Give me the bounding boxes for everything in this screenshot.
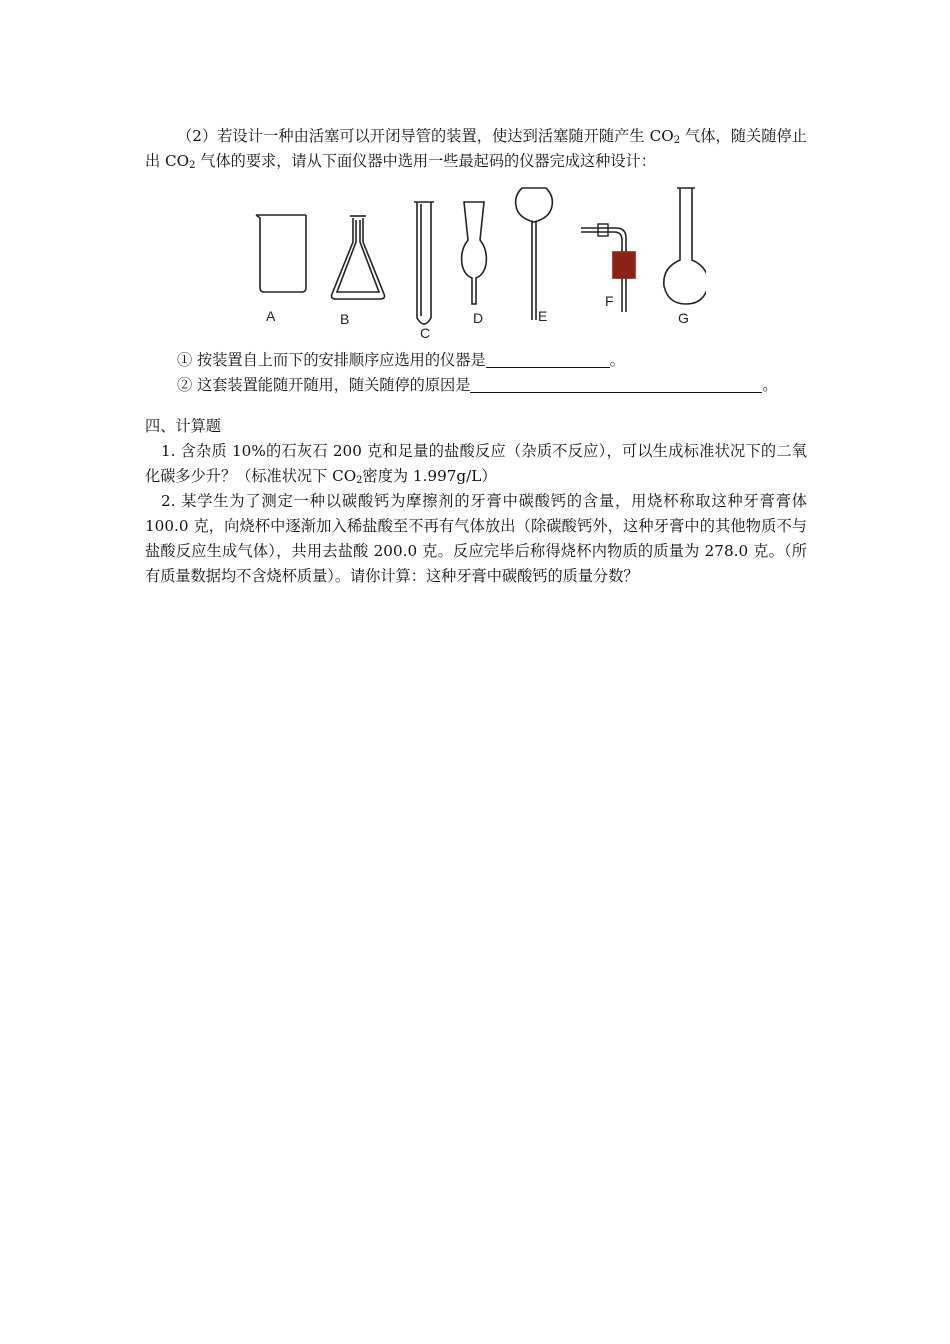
label-e: E (538, 308, 548, 324)
sub-question-2-text: ② 这套装置能随开随用，随关随停的原因是 (177, 376, 471, 394)
sub-question-1-end: 。 (609, 351, 625, 369)
section-heading: 四、计算题 (145, 417, 221, 435)
subscript: 2 (189, 160, 196, 171)
q2-line2-a: 关随停止出 CO (145, 127, 808, 170)
question-2-text (145, 124, 807, 174)
conical-flask-icon (332, 216, 385, 299)
separatory-funnel-icon (516, 188, 553, 320)
answer-blank-2[interactable] (470, 376, 762, 393)
test-tube-icon (414, 202, 434, 324)
q2-line1-b: 气体，随 (680, 127, 747, 145)
label-a: A (266, 308, 276, 324)
section-4 (145, 414, 807, 589)
label-g: G (678, 310, 689, 326)
label-c: C (420, 325, 431, 341)
beaker-icon (256, 215, 306, 292)
drying-tube-icon (462, 202, 487, 304)
sub-question-1-text: ① 按装置自上而下的安排顺序应选用的仪器是 (177, 351, 486, 369)
apparatus-figure (145, 180, 807, 342)
sub-question-2-end: 。 (762, 376, 778, 394)
sub-question-1 (145, 348, 807, 373)
label-b: B (340, 311, 350, 327)
sub-question-2 (145, 373, 807, 398)
label-d: D (473, 310, 484, 326)
calc-problem-1-text-b: 密度为 1.997g/L） (362, 467, 497, 485)
subscript: 2 (673, 135, 681, 146)
subscript: 2 (356, 475, 363, 486)
label-f: F (605, 293, 614, 309)
document-page (145, 124, 807, 589)
calc-problem-2: 2. 某学生为了测定一种以碳酸钙为摩擦剂的牙膏中碳酸钙的含量，用烧杯称取这种牙膏膏体 100.0 克，向烧杯中逐渐加入稀盐酸至不再有气体放出（除碳酸钙外，这种牙膏中的其他物质不与盐酸反应生成气体），共用去盐酸 200.0 克。反应完毕后称得烧杯内物质的质量为 278.0 克。（所有质量数据均不含烧杯质量）。请你计算：这种牙膏中碳酸钙的质量分数？ (145, 492, 807, 585)
q2-line2-b: 气体的要求，请从下面仪器中选用一些最起码的仪器完成这种设计： (195, 152, 656, 170)
round-flask-icon (664, 188, 706, 304)
calc-problem-1-text-a: 1. 含杂质 10%的石灰石 200 克和足量的盐酸反应（杂质不反应），可以生成标准状况下的二氧化碳多少升？（标准状况下 CO (145, 442, 807, 485)
calc-problem-1 (145, 439, 807, 489)
q2-line1-a: （2）若设计一种由活塞可以开闭导管的装置，使达到活塞随开随产生 CO (177, 127, 674, 145)
rubber-stopper (613, 252, 635, 278)
apparatus-diagram (246, 180, 706, 342)
answer-blank-1[interactable] (486, 351, 610, 368)
